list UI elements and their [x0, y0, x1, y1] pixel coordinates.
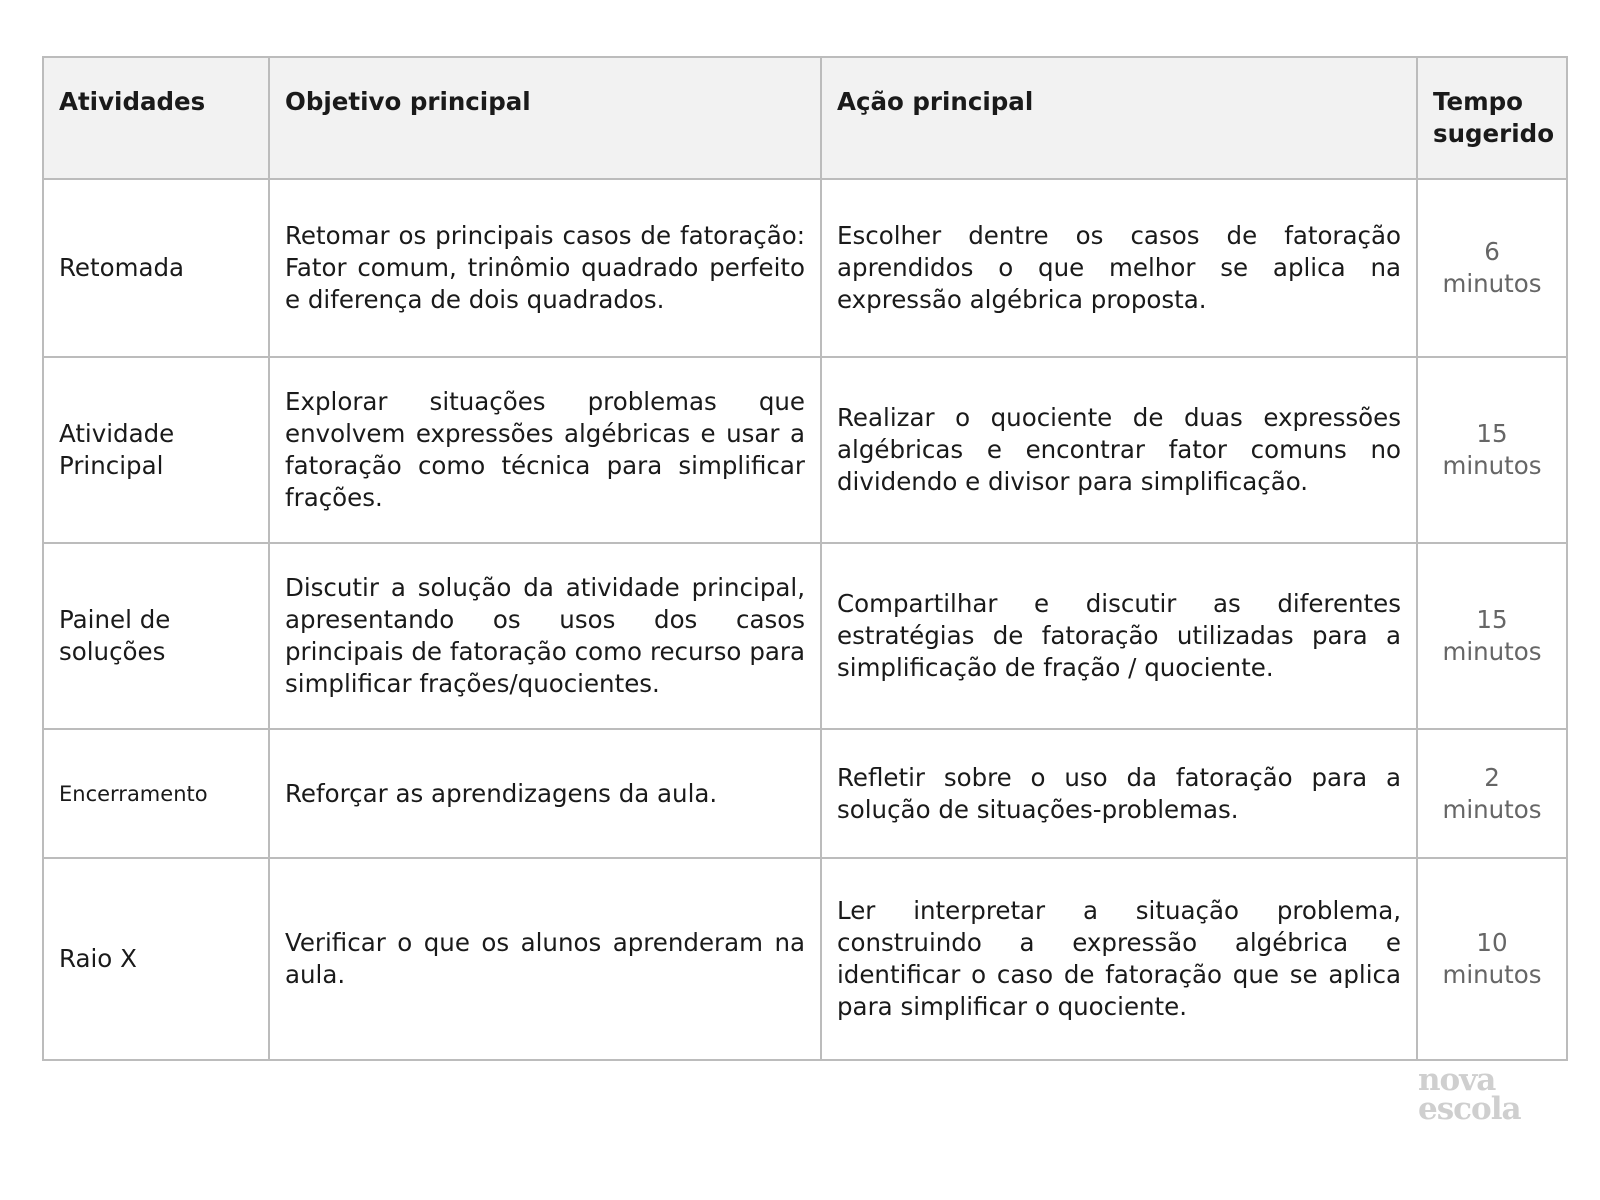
objective-cell: Discutir a solução da atividade principal, apresentando os usos dos casos principais de fatoração como recurso para simplificar frações/quocientes.: [269, 543, 821, 729]
table-row: [43, 179, 1567, 357]
time-unit: minutos: [1442, 960, 1542, 989]
lesson-plan-table: [42, 56, 1568, 1061]
activity-cell: Atividade Principal: [43, 357, 269, 543]
table-row: [43, 357, 1567, 543]
nova-escola-logo: [1418, 1062, 1538, 1127]
logo-line-1: nova: [1418, 1062, 1496, 1098]
objective-cell: Reforçar as aprendizagens da aula.: [269, 729, 821, 858]
header-activities: Atividades: [43, 57, 269, 179]
time-unit: minutos: [1442, 637, 1542, 666]
time-value: 15: [1476, 605, 1508, 634]
time-unit: minutos: [1442, 451, 1542, 480]
activity-cell: Encerramento: [43, 729, 269, 858]
time-cell: [1417, 729, 1567, 858]
action-cell: Compartilhar e discutir as diferentes estratégias de fatoração utilizadas para a simplificação de fração / quociente.: [821, 543, 1417, 729]
time-cell: [1417, 858, 1567, 1060]
header-main-action: Ação principal: [821, 57, 1417, 179]
objective-cell: Verificar o que os alunos aprenderam na aula.: [269, 858, 821, 1060]
objective-cell: Retomar os principais casos de fatoração: Fator comum, trinômio quadrado perfeito e diferença de dois quadrados.: [269, 179, 821, 357]
time-unit: minutos: [1442, 269, 1542, 298]
logo-line-2: escola: [1418, 1091, 1521, 1127]
activity-cell: Retomada: [43, 179, 269, 357]
activity-cell: Painel de soluções: [43, 543, 269, 729]
header-main-objective: Objetivo principal: [269, 57, 821, 179]
table-header-row: [43, 57, 1567, 179]
action-cell: Ler interpretar a situação problema, construindo a expressão algébrica e identificar o caso de fatoração que se aplica para simplificar o quociente.: [821, 858, 1417, 1060]
header-suggested-time: Tempo sugerido: [1417, 57, 1567, 179]
time-cell: [1417, 543, 1567, 729]
time-value: 15: [1476, 419, 1508, 448]
table-row: [43, 729, 1567, 858]
activity-cell: Raio X: [43, 858, 269, 1060]
action-cell: Escolher dentre os casos de fatoração aprendidos o que melhor se aplica na expressão algébrica proposta.: [821, 179, 1417, 357]
time-unit: minutos: [1442, 794, 1542, 824]
time-value: 6: [1484, 237, 1500, 266]
table-row: [43, 858, 1567, 1060]
action-cell: Realizar o quociente de duas expressões algébricas e encontrar fator comuns no dividendo e divisor para simplificação.: [821, 357, 1417, 543]
time-cell: [1417, 357, 1567, 543]
time-value: 2: [1484, 762, 1500, 792]
objective-cell: Explorar situações problemas que envolvem expressões algébricas e usar a fatoração como técnica para simplificar frações.: [269, 357, 821, 543]
time-cell: [1417, 179, 1567, 357]
action-cell: Refletir sobre o uso da fatoração para a solução de situações-problemas.: [821, 729, 1417, 858]
table-row: [43, 543, 1567, 729]
time-value: 10: [1476, 928, 1508, 957]
